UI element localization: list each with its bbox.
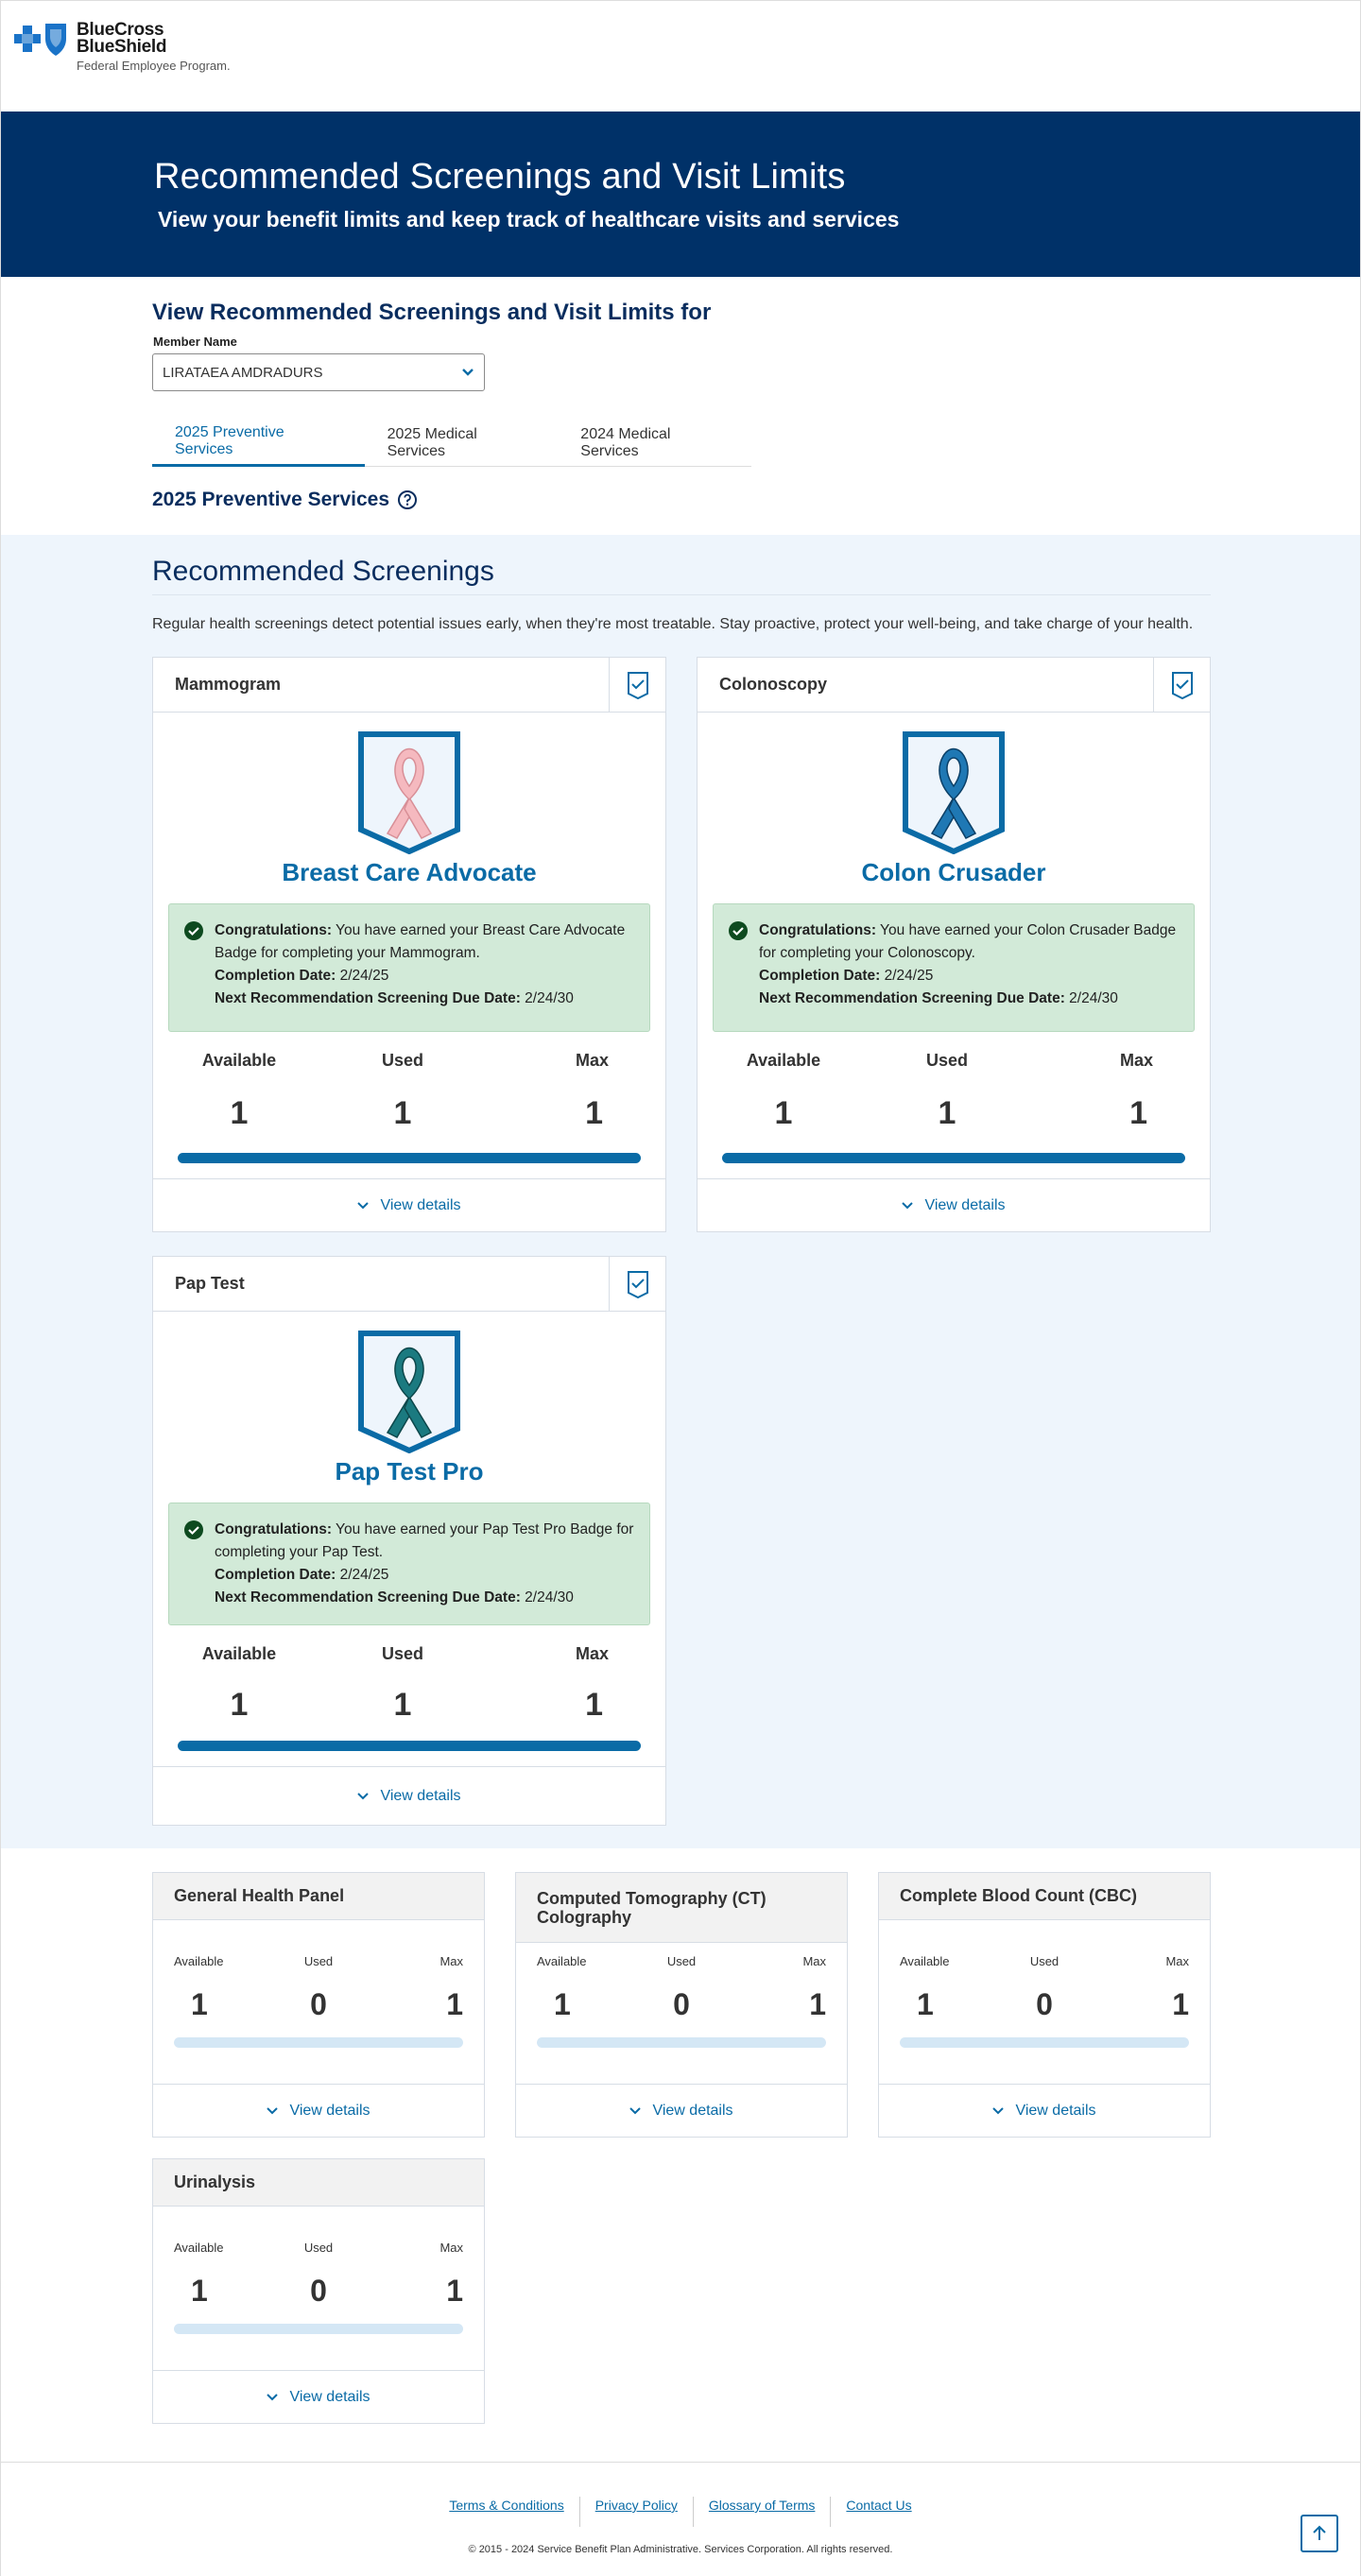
badge-check-icon <box>627 1270 649 1298</box>
available-label: Available <box>174 2241 224 2255</box>
success-message <box>168 1503 650 1625</box>
congrats-label: Congratulations: <box>215 922 332 938</box>
completion-label: Completion Date: <box>215 968 336 984</box>
next-due-date: 2/24/30 <box>525 990 574 1006</box>
completion-date: 2/24/25 <box>339 968 389 984</box>
used-label: Used <box>303 1954 334 1968</box>
max-count: 1 <box>1172 1987 1189 2021</box>
selector-heading: View Recommended Screenings and Visit Limits for <box>152 300 712 325</box>
back-to-top-button[interactable] <box>1301 2515 1338 2552</box>
card-title: Pap Test <box>175 1274 245 1293</box>
screening-card-mammogram <box>152 657 666 1232</box>
chevron-down-icon <box>267 2394 278 2401</box>
view-details-button[interactable] <box>153 1766 665 1825</box>
available-count: 1 <box>230 1095 249 1131</box>
max-label: Max <box>575 1644 609 1663</box>
view-details-button[interactable] <box>153 1178 665 1231</box>
view-details-label: View details <box>289 2102 370 2119</box>
brand-line-3: Federal Employee Program. <box>77 59 231 73</box>
max-label: Max <box>439 1954 463 1968</box>
view-details-button[interactable] <box>516 2084 847 2137</box>
brand-line-2: BlueShield <box>77 37 167 57</box>
completion-label: Completion Date: <box>759 968 881 984</box>
badge-check-icon <box>627 671 649 699</box>
badge-status <box>609 658 665 713</box>
arrow-up-icon <box>1310 2524 1329 2543</box>
max-count: 1 <box>446 2274 463 2308</box>
usage-progress-bar <box>178 1741 641 1751</box>
used-label: Used <box>303 2241 334 2255</box>
congrats-text: You have earned your Pap Test Pro Badge for completing your Pap Test. <box>215 1521 634 1560</box>
available-label: Available <box>174 1954 224 1968</box>
completion-date: 2/24/25 <box>339 1567 389 1583</box>
member-name-value: LIRATAEA AMDRADURS <box>163 364 323 381</box>
max-count: 1 <box>809 1987 826 2021</box>
available-count: 1 <box>774 1095 793 1131</box>
view-details-button[interactable] <box>153 2084 484 2137</box>
badge-status <box>609 1257 665 1312</box>
view-details-label: View details <box>652 2102 733 2119</box>
next-due-date: 2/24/30 <box>1069 990 1118 1006</box>
available-label: Available <box>900 1954 950 1968</box>
max-label: Max <box>575 1051 609 1070</box>
used-count: 0 <box>1036 1987 1053 2021</box>
chevron-down-icon <box>461 368 474 377</box>
service-card-ct-colography <box>515 1872 848 2138</box>
view-details-button[interactable] <box>879 2084 1210 2137</box>
max-count: 1 <box>446 1987 463 2021</box>
tab-bar <box>152 419 751 467</box>
blue-ribbon-icon <box>902 731 1006 854</box>
check-circle-icon <box>184 1520 203 1539</box>
hero-banner <box>1 112 1360 277</box>
congrats-label: Congratulations: <box>759 922 876 938</box>
congrats-text: You have earned your Breast Care Advocate Badge for completing your Mammogram. <box>215 922 626 961</box>
usage-progress-bar <box>537 2037 826 2048</box>
section-title <box>152 489 418 511</box>
badge-name: Breast Care Advocate <box>282 858 537 886</box>
card-title: Complete Blood Count (CBC) <box>879 1873 1210 1920</box>
next-due-date: 2/24/30 <box>525 1589 574 1606</box>
bcbs-logo[interactable] <box>14 22 231 75</box>
view-details-button[interactable] <box>153 2370 484 2423</box>
available-label: Available <box>746 1051 821 1070</box>
tab-2024-medical-services[interactable]: 2024 Medical Services <box>580 425 671 459</box>
usage-progress-bar <box>900 2037 1189 2048</box>
view-details-label: View details <box>289 2388 370 2405</box>
available-count: 1 <box>917 1987 934 2021</box>
success-message <box>168 903 650 1032</box>
next-due-label: Next Recommendation Screening Due Date: <box>215 1589 521 1606</box>
card-title: Computed Tomography (CT) Colography <box>516 1873 847 1943</box>
site-footer <box>1 2462 1360 2576</box>
next-due-label: Next Recommendation Screening Due Date: <box>759 990 1065 1006</box>
view-details-label: View details <box>924 1196 1006 1213</box>
card-title: Colonoscopy <box>719 675 828 694</box>
max-count: 1 <box>585 1687 603 1723</box>
available-label: Available <box>201 1051 277 1070</box>
bcbs-cross-shield-icon <box>14 22 71 58</box>
used-label: Used <box>666 1954 697 1968</box>
check-circle-icon <box>184 921 203 940</box>
teal-ribbon-icon <box>357 1331 461 1453</box>
chevron-down-icon <box>357 1793 369 1800</box>
view-details-label: View details <box>380 1787 461 1804</box>
used-count: 1 <box>393 1687 412 1723</box>
badge-check-icon <box>1171 671 1194 699</box>
available-count: 1 <box>191 2274 208 2308</box>
pink-ribbon-icon <box>357 731 461 854</box>
view-details-button[interactable] <box>698 1178 1210 1231</box>
usage-progress-bar <box>174 2037 463 2048</box>
screening-card-pap-test <box>152 1256 666 1826</box>
card-title: Mammogram <box>175 675 282 694</box>
brand-line-1: BlueCross <box>77 20 164 40</box>
max-label: Max <box>1165 1954 1189 1968</box>
service-card-urinalysis <box>152 2158 485 2424</box>
screenings-description: Regular health screenings detect potential issues early, when they're most treatable. Stay proactive, protect your well-being, and take charge of your health. <box>152 616 1194 632</box>
member-name-label: Member Name <box>153 335 237 349</box>
used-count: 0 <box>310 1987 327 2021</box>
copyright: © 2015 - 2024 Service Benefit Plan Administrative. Services Corporation. All rights reserved. <box>468 2544 893 2555</box>
chevron-down-icon <box>629 2107 641 2115</box>
card-title: General Health Panel <box>153 1873 484 1920</box>
max-count: 1 <box>1129 1095 1147 1131</box>
congrats-text: You have earned your Colon Crusader Badge for completing your Colonoscopy. <box>759 922 1177 961</box>
page-title: Recommended Screenings and Visit Limits <box>154 157 846 197</box>
screenings-title: Recommended Screenings <box>152 556 494 587</box>
next-due-label: Next Recommendation Screening Due Date: <box>215 990 521 1006</box>
max-label: Max <box>802 1954 826 1968</box>
footer-links <box>1 2497 1360 2527</box>
site-header <box>1 1 1360 111</box>
service-card-general-health-panel <box>152 1872 485 2138</box>
used-count: 0 <box>310 2274 327 2308</box>
badge-status <box>1153 658 1210 713</box>
service-card-cbc <box>878 1872 1211 2138</box>
used-count: 1 <box>938 1095 956 1131</box>
card-title: Urinalysis <box>153 2159 484 2207</box>
available-label: Available <box>201 1644 277 1663</box>
badge-name: Colon Crusader <box>861 858 1046 886</box>
help-icon[interactable] <box>397 489 418 510</box>
page-subtitle: View your benefit limits and keep track of healthcare visits and services <box>158 207 900 232</box>
chevron-down-icon <box>267 2107 278 2115</box>
available-label: Available <box>537 1954 587 1968</box>
view-details-label: View details <box>1015 2102 1096 2119</box>
used-label: Used <box>1029 1954 1060 1968</box>
max-count: 1 <box>585 1095 603 1131</box>
used-label: Used <box>381 1051 423 1070</box>
completion-date: 2/24/25 <box>884 968 934 984</box>
congrats-label: Congratulations: <box>215 1521 332 1537</box>
footer-link-privacy[interactable]: Privacy Policy <box>579 2497 693 2527</box>
used-label: Used <box>925 1051 968 1070</box>
divider <box>152 594 1211 595</box>
completion-label: Completion Date: <box>215 1567 336 1583</box>
used-count: 0 <box>673 1987 690 2021</box>
chevron-down-icon <box>357 1202 369 1210</box>
max-label: Max <box>1119 1051 1153 1070</box>
view-details-label: View details <box>380 1196 461 1213</box>
success-message <box>713 903 1195 1032</box>
used-count: 1 <box>393 1095 412 1131</box>
usage-progress-bar <box>178 1153 641 1163</box>
footer-link-terms[interactable]: Terms & Conditions <box>449 2498 564 2513</box>
section-title-text: 2025 Preventive Services <box>152 489 390 510</box>
tab-2025-preventive-services[interactable]: 2025 Preventive Services <box>152 419 365 467</box>
used-label: Used <box>381 1644 423 1663</box>
usage-progress-bar <box>722 1153 1185 1163</box>
available-count: 1 <box>230 1687 249 1723</box>
available-count: 1 <box>554 1987 571 2021</box>
tab-2025-medical-services[interactable]: 2025 Medical Services <box>387 425 477 459</box>
member-name-select[interactable] <box>152 353 485 391</box>
chevron-down-icon <box>992 2107 1004 2115</box>
usage-progress-bar <box>174 2324 463 2334</box>
footer-link-glossary[interactable]: Glossary of Terms <box>693 2497 831 2527</box>
chevron-down-icon <box>902 1202 913 1210</box>
available-count: 1 <box>191 1987 208 2021</box>
check-circle-icon <box>729 921 748 940</box>
screening-card-colonoscopy <box>697 657 1211 1232</box>
max-label: Max <box>439 2241 463 2255</box>
badge-name: Pap Test Pro <box>335 1457 484 1485</box>
footer-link-contact[interactable]: Contact Us <box>830 2497 926 2527</box>
